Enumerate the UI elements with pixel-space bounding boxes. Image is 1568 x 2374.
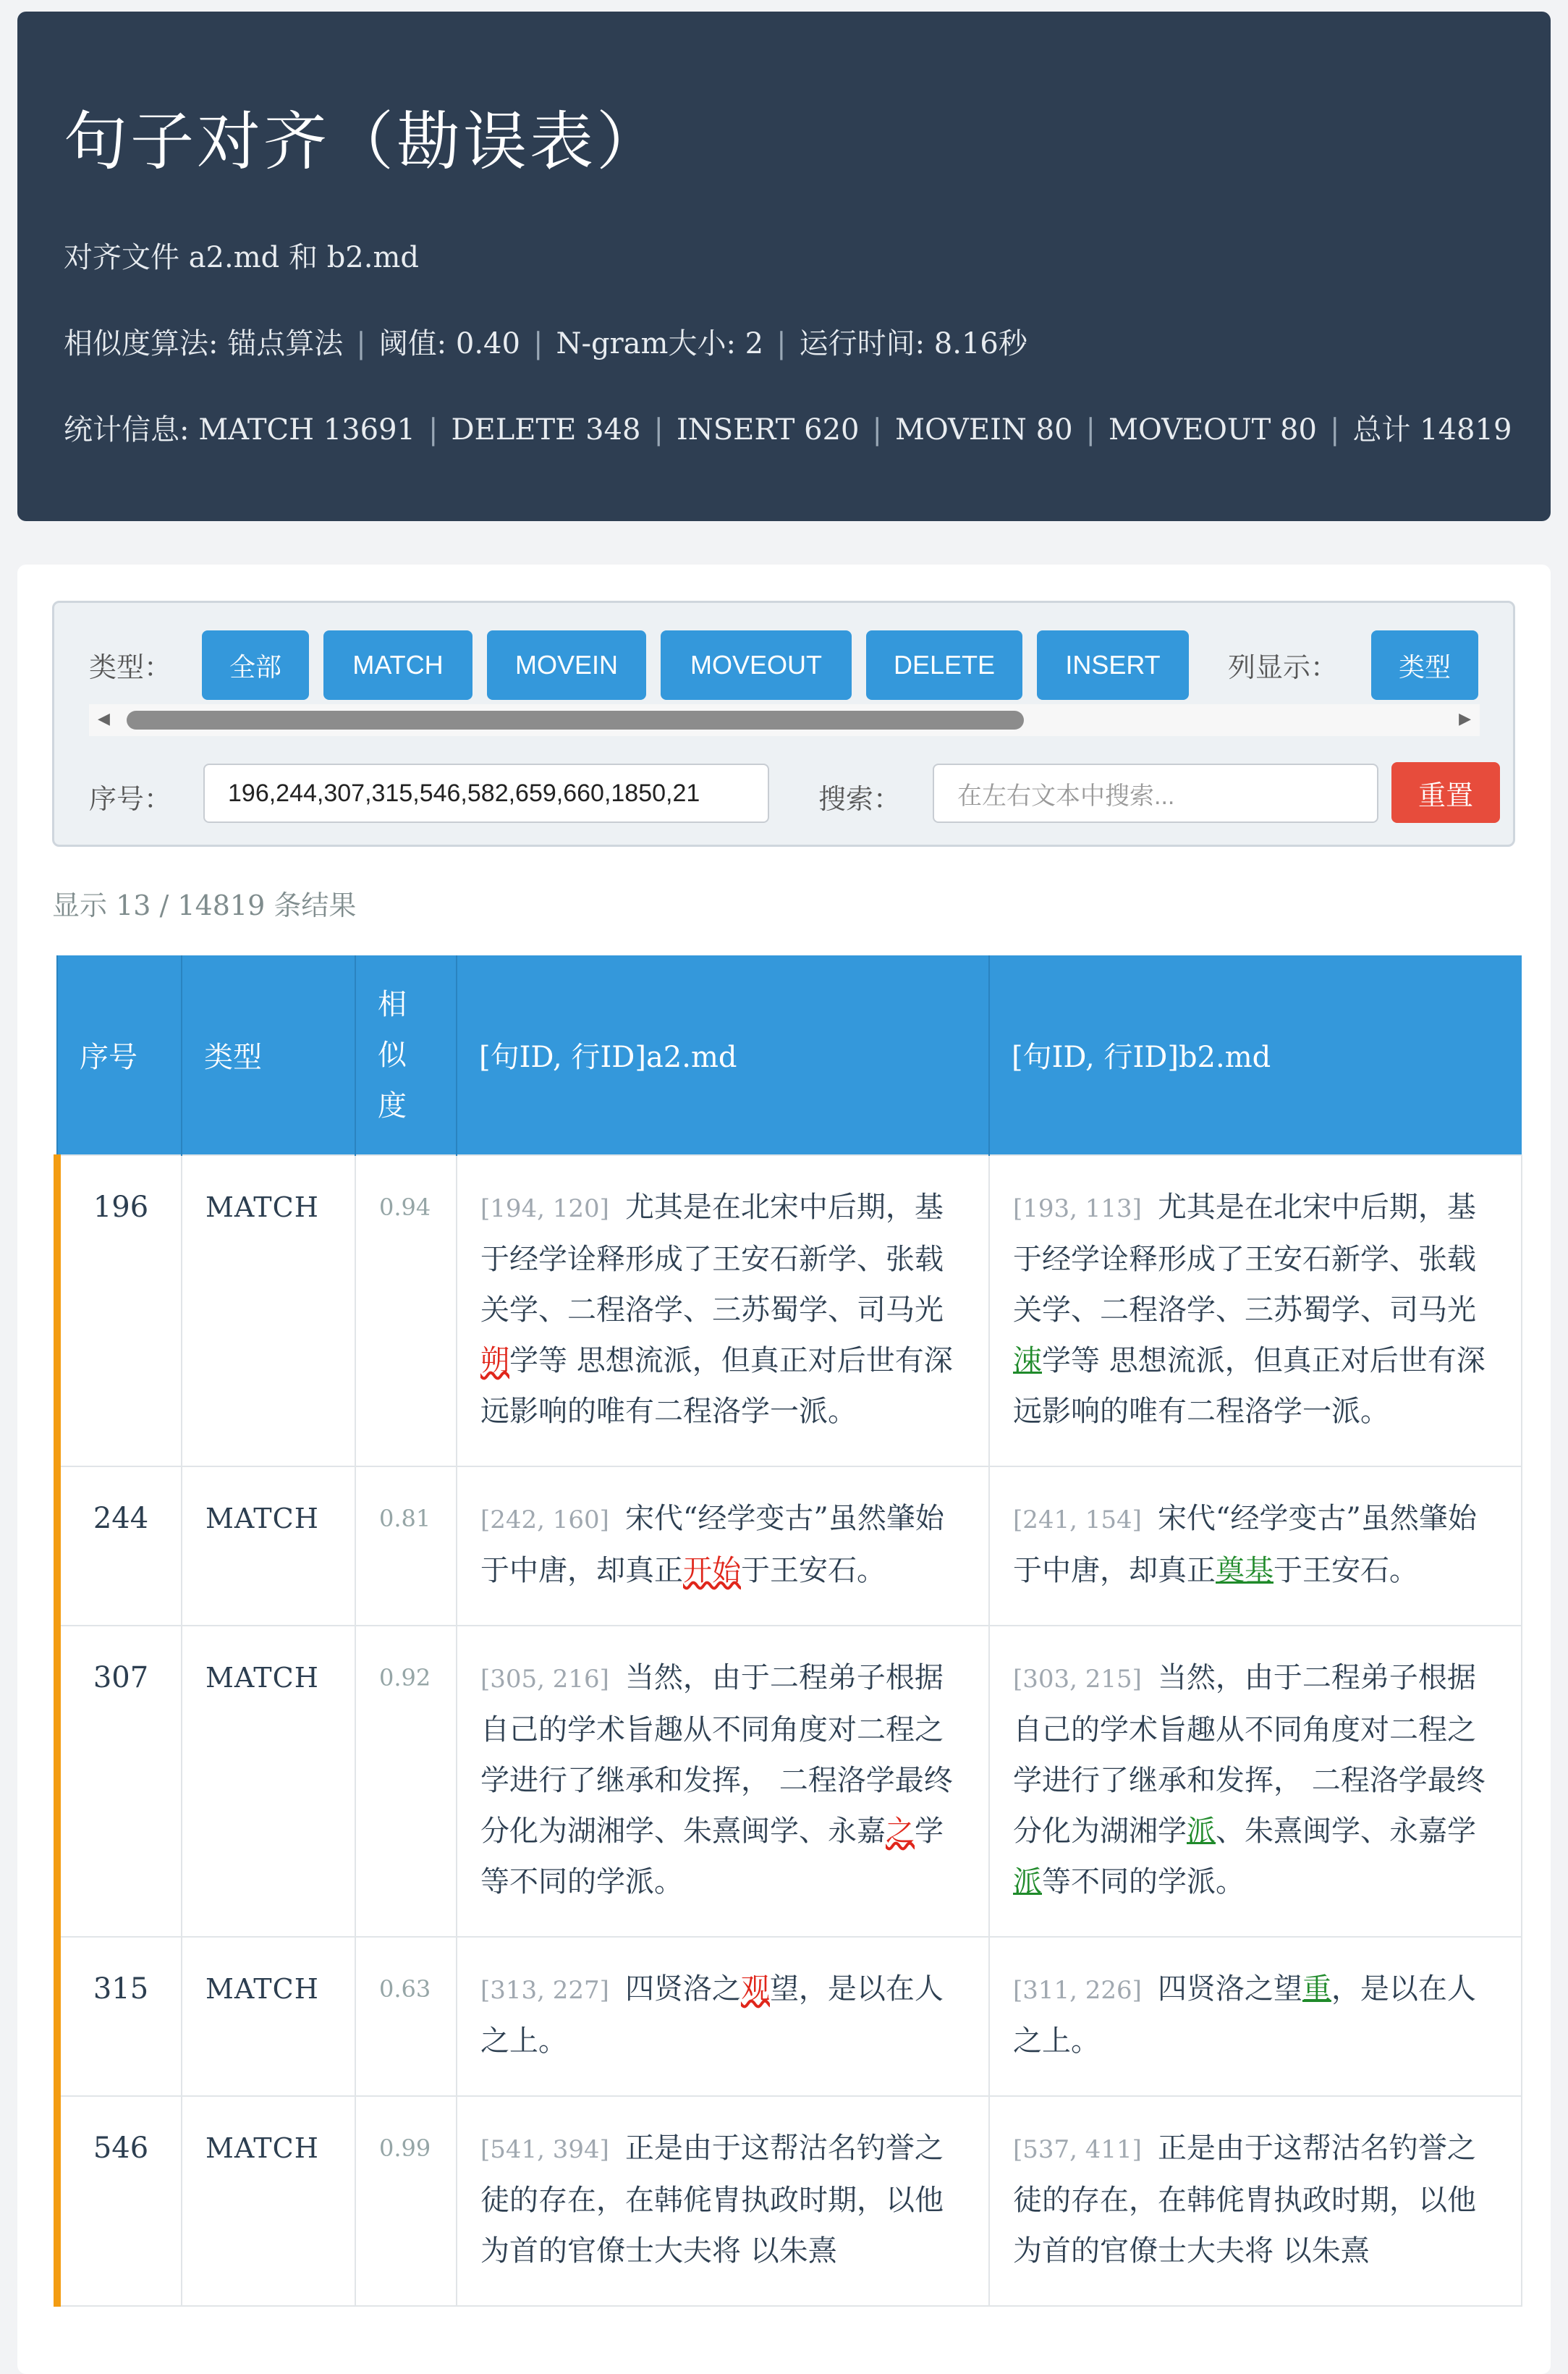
text-segment: 正是由于这帮沽名钓誉之徒的存在，在韩侂胄执政时期，以他为首的官僚士大夫将 以朱熹 (1013, 2132, 1476, 2268)
diff-segment: 奠基 (1216, 1554, 1274, 1587)
row-similarity: 0.63 (355, 1937, 457, 2096)
header-type[interactable]: 类型 (182, 955, 355, 1155)
text-segment: 望，是以在人之上。 (480, 1972, 944, 2058)
row-similarity: 0.99 (355, 2096, 457, 2306)
divider: | (1329, 413, 1340, 447)
text-segment: 于王安石。 (1274, 1554, 1418, 1587)
row-type: MATCH (182, 1466, 355, 1626)
column-display-label: 列显示： (1228, 651, 1339, 683)
sentence-ids: [193, 113] (1013, 1194, 1142, 1223)
text-segment: 宋代“经学变古”虽然肇始于中唐，却真正 (1013, 1502, 1477, 1587)
divider: | (428, 413, 438, 447)
text-segment: 等不同的学派。 (1042, 1865, 1245, 1898)
divider: | (653, 413, 664, 447)
filter-movein-button[interactable]: MOVEIN (487, 630, 646, 700)
row-type: MATCH (182, 1626, 355, 1937)
text-segment: 于王安石。 (741, 1554, 886, 1587)
text-segment: 宋代“经学变古”虽然肇始于中唐，却真正 (480, 1502, 944, 1587)
text-segment: 学等不同的学派。 (480, 1815, 944, 1898)
sentence-ids: [541, 394] (480, 2135, 609, 2164)
table-header-row (57, 955, 1522, 1155)
text-segment: ，是以在人之上。 (1013, 1972, 1476, 2058)
row-b-text (989, 2096, 1522, 2306)
filter-all-button[interactable]: 全部 (202, 630, 309, 700)
text-segment: 当然，由于二程弟子根据自己的学术旨趣从不同角度对二程之学进行了继承和发挥， 二程洛学最终分化为湖湘学 (1013, 1661, 1486, 1848)
header-a-file[interactable]: [句ID, 行ID]a2.md (457, 955, 989, 1155)
param-runtime: 运行时间: 8.16秒 (799, 327, 1027, 360)
filter-moveout-button[interactable]: MOVEOUT (661, 630, 852, 700)
table-row[interactable] (57, 1937, 1522, 2096)
page-title: 句子对齐（勘误表） (64, 104, 664, 179)
search-label: 搜索： (818, 783, 902, 815)
row-similarity: 0.92 (355, 1626, 457, 1937)
table-row[interactable] (57, 1626, 1522, 1937)
stat-delete: DELETE 348 (451, 413, 641, 447)
row-type: MATCH (182, 1155, 355, 1466)
stats-line (64, 407, 1551, 448)
table-row[interactable] (57, 1155, 1522, 1466)
search-input[interactable]: 在左右文本中搜索... (933, 764, 1378, 823)
row-a-text (457, 1155, 989, 1466)
results-card (17, 565, 1551, 2374)
header-seq[interactable]: 序号 (57, 955, 182, 1155)
diff-segment: 朔 (480, 1344, 509, 1377)
row-b-text (989, 1937, 1522, 2096)
row-a-text (457, 1626, 989, 1937)
filter-match-button[interactable]: MATCH (323, 630, 472, 700)
diff-segment: 观 (740, 1972, 770, 2006)
row-b-text (989, 1155, 1522, 1466)
alignment-table (54, 955, 1522, 2307)
text-segment: 当然，由于二程弟子根据自己的学术旨趣从不同角度对二程之学进行了继承和发挥， 二程洛学最终分化为湖湘学、朱熹闽学、永嘉 (480, 1661, 953, 1848)
result-count: 显示 13 / 14819 条结果 (52, 890, 357, 921)
scroll-right-icon[interactable]: ▶ (1459, 710, 1471, 728)
row-b-text (989, 1466, 1522, 1626)
type-filter-label: 类型： (89, 651, 172, 683)
row-similarity: 0.94 (355, 1155, 457, 1466)
horizontal-scrollbar[interactable] (89, 704, 1480, 736)
row-b-text (989, 1626, 1522, 1937)
text-segment: 学等 思想流派，但真正对后世有深远影响的唯有二程洛学一派。 (1013, 1344, 1486, 1428)
diff-segment: 之 (886, 1815, 915, 1848)
stat-total: 总计 14819 (1352, 413, 1512, 447)
text-segment: 四贤洛之望 (1157, 1972, 1302, 2006)
sentence-ids: [305, 216] (480, 1665, 609, 1694)
divider: | (1085, 413, 1096, 447)
text-segment: 尤其是在北宋中后期，基于经学诠释形成了王安石新学、张载关学、二程洛学、三苏蜀学、司马光 (480, 1191, 944, 1327)
row-type: MATCH (182, 2096, 355, 2306)
scrollbar-thumb[interactable] (127, 711, 1024, 730)
summary-header (17, 12, 1551, 521)
stat-match: 统计信息: MATCH 13691 (64, 413, 415, 447)
text-segment: 正是由于这帮沽名钓誉之徒的存在，在韩侂胄执政时期，以他为首的官僚士大夫将 以朱熹 (480, 2132, 944, 2268)
sentence-ids: [537, 411] (1013, 2135, 1142, 2164)
row-type: MATCH (182, 1937, 355, 2096)
divider: | (533, 327, 543, 360)
diff-segment: 派 (1013, 1865, 1042, 1898)
divider: | (356, 327, 366, 360)
seq-input[interactable]: 196,244,307,315,546,582,659,660,1850,21 (203, 764, 769, 823)
stat-movein: MOVEIN 80 (894, 413, 1073, 447)
text-segment: 学等 思想流派，但真正对后世有深远影响的唯有二程洛学一派。 (480, 1344, 953, 1428)
row-seq: 196 (57, 1155, 182, 1466)
row-seq: 244 (57, 1466, 182, 1626)
diff-segment: 派 (1187, 1815, 1216, 1848)
row-a-text (457, 1937, 989, 2096)
text-segment: 四贤洛之 (624, 1972, 741, 2006)
files-line: 对齐文件 a2.md 和 b2.md (64, 241, 419, 274)
reset-button[interactable]: 重置 (1391, 762, 1500, 823)
diff-segment: 开始 (683, 1554, 741, 1587)
stat-moveout: MOVEOUT 80 (1109, 413, 1317, 447)
sentence-ids: [242, 160] (480, 1505, 609, 1534)
param-ngram: N-gram大小: 2 (556, 327, 764, 360)
param-threshold: 阈值: 0.40 (378, 327, 520, 360)
sentence-ids: [241, 154] (1013, 1505, 1142, 1534)
header-similarity[interactable]: 相似度 (355, 955, 457, 1155)
scroll-left-icon[interactable]: ◀ (98, 710, 110, 728)
row-a-text (457, 2096, 989, 2306)
row-a-text (457, 1466, 989, 1626)
filter-insert-button[interactable]: INSERT (1037, 630, 1189, 700)
text-segment: 尤其是在北宋中后期，基于经学诠释形成了王安石新学、张载关学、二程洛学、三苏蜀学、司马光 (1013, 1191, 1476, 1327)
text-segment: 、朱熹闽学、永嘉学 (1216, 1815, 1476, 1848)
row-similarity: 0.81 (355, 1466, 457, 1626)
column-type-button[interactable]: 类型 (1371, 630, 1478, 700)
diff-segment: 涑 (1013, 1344, 1042, 1377)
table-row[interactable] (57, 2096, 1522, 2306)
divider: | (872, 413, 882, 447)
table-row[interactable] (57, 1466, 1522, 1626)
param-algorithm: 相似度算法: 锚点算法 (64, 327, 344, 360)
params-line (64, 321, 1551, 362)
header-b-file[interactable]: [句ID, 行ID]b2.md (989, 955, 1522, 1155)
sentence-ids: [311, 226] (1013, 1976, 1142, 2005)
sentence-ids: [194, 120] (480, 1194, 609, 1223)
filter-panel (52, 601, 1515, 847)
row-seq: 315 (57, 1937, 182, 2096)
divider: | (776, 327, 787, 360)
stat-insert: INSERT 620 (676, 413, 860, 447)
sentence-ids: [313, 227] (480, 1976, 609, 2005)
row-seq: 307 (57, 1626, 182, 1937)
row-seq: 546 (57, 2096, 182, 2306)
seq-filter-label: 序号： (89, 783, 172, 815)
filter-delete-button[interactable]: DELETE (866, 630, 1022, 700)
sentence-ids: [303, 215] (1013, 1665, 1142, 1694)
diff-segment: 重 (1302, 1972, 1331, 2006)
